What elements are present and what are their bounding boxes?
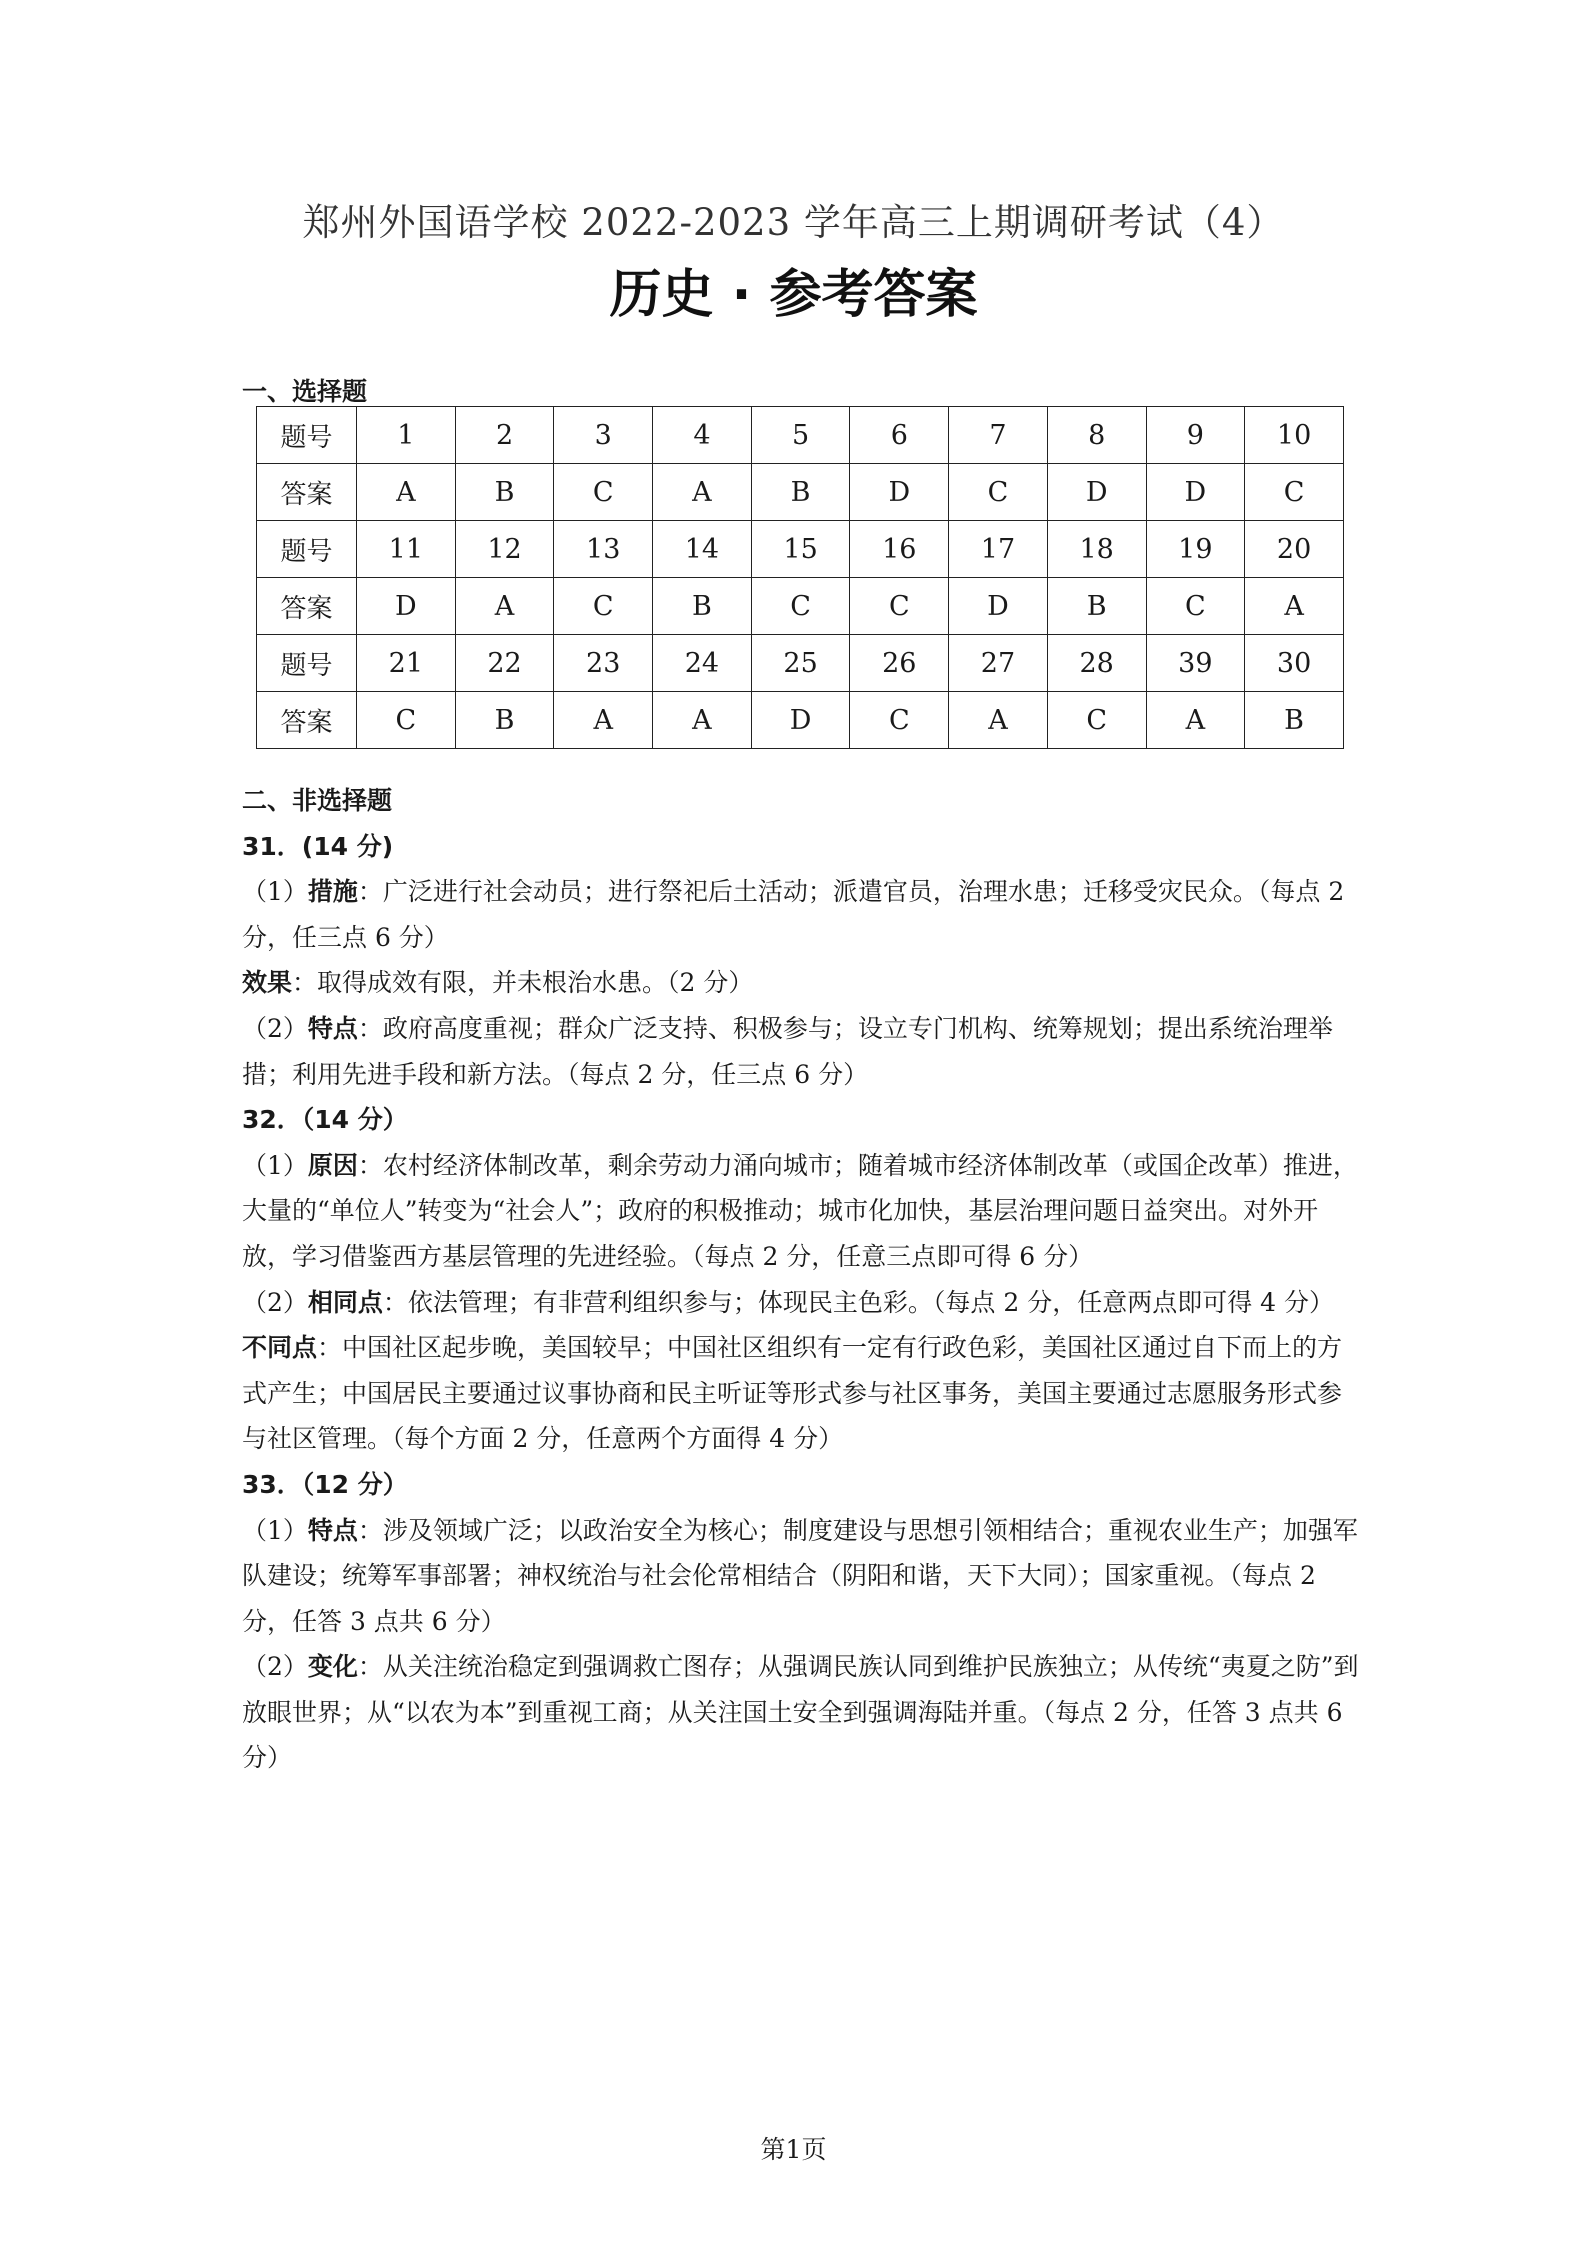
table-cell: 24	[653, 635, 752, 692]
question-32-part1	[242, 1143, 1362, 1280]
answer-key: 不同点	[242, 1333, 318, 1363]
row-label: 答案	[257, 578, 357, 635]
table-cell: A	[1245, 578, 1344, 635]
table-cell: 25	[751, 635, 850, 692]
table-cell: 10	[1245, 407, 1344, 464]
part-number: （2）	[242, 1287, 308, 1317]
table-cell: C	[357, 692, 456, 749]
answer-key: 效果	[242, 968, 293, 998]
answer-key: 特点	[307, 1013, 358, 1043]
table-cell: 2	[455, 407, 554, 464]
part-number: （1）	[242, 877, 308, 907]
section-nonchoice	[242, 778, 1362, 1781]
table-cell: C	[1245, 464, 1344, 521]
answer-key: 原因	[307, 1150, 358, 1180]
table-cell: 11	[357, 521, 456, 578]
table-cell: D	[357, 578, 456, 635]
table-cell: 4	[653, 407, 752, 464]
table-cell: A	[455, 578, 554, 635]
answer-key: 变化	[307, 1652, 358, 1682]
table-cell: 17	[949, 521, 1048, 578]
part-number: （2）	[242, 1013, 308, 1043]
question-33-head: 33．（12 分）	[242, 1469, 408, 1499]
table-cell: B	[455, 692, 554, 749]
question-32-head: 32．（14 分）	[242, 1105, 408, 1135]
answer-text: ：从关注统治稳定到强调救亡图存；从强调民族认同到维护民族独立；从传统“夷夏之防”到放眼世界；从“以农为本”到重视工商；从关注国土安全到强调海陆并重。（每点 2 分，任答 3 点共 6 分）	[242, 1652, 1359, 1773]
table-cell: A	[1146, 692, 1245, 749]
answer-text: ：取得成效有限，并未根治水患。（2 分）	[292, 968, 754, 998]
table-cell: 15	[751, 521, 850, 578]
table-cell: B	[653, 578, 752, 635]
table-cell: 22	[455, 635, 554, 692]
answer-text: ：涉及领域广泛；以政治安全为核心；制度建设与思想引领相结合；重视农业生产；加强军队建设；统筹军事部署；神权统治与社会伦常相结合（阴阳和谐，天下大同）；国家重视。（每点 2 分，任答 3 点共 6 分）	[242, 1515, 1358, 1636]
table-cell: A	[949, 692, 1048, 749]
question-32-part2	[242, 1280, 1362, 1326]
table-cell: A	[653, 464, 752, 521]
table-cell: 12	[455, 521, 554, 578]
table-cell: C	[1146, 578, 1245, 635]
exam-title: 郑州外国语学校 2022-2023 学年高三上期调研考试（4）	[302, 201, 1285, 244]
answer-text: ：农村经济体制改革，剩余劳动力涌向城市；随着城市经济体制改革（或国企改革）推进，大量的“单位人”转变为“社会人”；政府的积极推动；城市化加快，基层治理问题日益突出。对外开放，学习借鉴西方基层管理的先进经验。（每点 2 分，任意三点即可得 6 分）	[242, 1150, 1358, 1271]
table-row	[257, 578, 1344, 635]
part-number: （1）	[242, 1515, 308, 1545]
table-cell: C	[949, 464, 1048, 521]
table-row	[257, 407, 1344, 464]
row-label: 题号	[257, 635, 357, 692]
table-cell: 19	[1146, 521, 1245, 578]
table-cell: C	[554, 578, 653, 635]
table-cell: 26	[850, 635, 949, 692]
table-cell: D	[1146, 464, 1245, 521]
question-31-part1	[242, 869, 1362, 960]
row-label: 题号	[257, 407, 357, 464]
table-cell: C	[1047, 692, 1146, 749]
answer-key: 相同点	[307, 1287, 383, 1317]
answer-text: ：政府高度重视；群众广泛支持、积极参与；设立专门机构、统筹规划；提出系统治理举措；利用先进手段和新方法。（每点 2 分，任三点 6 分）	[242, 1013, 1333, 1089]
question-31-effect	[242, 960, 1362, 1006]
table-cell: B	[455, 464, 554, 521]
table-cell: 18	[1047, 521, 1146, 578]
section-choice-title: 一、选择题	[242, 377, 368, 406]
question-31-head: 31．(14 分)	[242, 831, 394, 861]
table-cell: 20	[1245, 521, 1344, 578]
table-row	[257, 692, 1344, 749]
table-cell: D	[850, 464, 949, 521]
question-32-differences	[242, 1325, 1362, 1462]
answer-text: ：广泛进行社会动员；进行祭祀后土活动；派遣官员，治理水患；迁移受灾民众。（每点 2 分，任三点 6 分）	[242, 877, 1345, 952]
table-cell: 23	[554, 635, 653, 692]
question-31-part2	[242, 1006, 1362, 1097]
table-row	[257, 464, 1344, 521]
part-number: （2）	[242, 1652, 308, 1682]
part-number: （1）	[242, 1150, 308, 1180]
answer-text: ：依法管理；有非营利组织参与；体现民主色彩。（每点 2 分，任意两点即可得 4 分）	[382, 1287, 1335, 1317]
table-cell: D	[1047, 464, 1146, 521]
table-cell: 7	[949, 407, 1048, 464]
table-cell: A	[357, 464, 456, 521]
answer-key: 措施	[307, 877, 358, 907]
answer-table	[256, 406, 1344, 749]
table-cell: 21	[357, 635, 456, 692]
table-cell: C	[751, 578, 850, 635]
table-cell: 28	[1047, 635, 1146, 692]
table-cell: 14	[653, 521, 752, 578]
table-cell: B	[1245, 692, 1344, 749]
question-33-part2	[242, 1644, 1362, 1781]
row-label: 答案	[257, 692, 357, 749]
table-cell: 3	[554, 407, 653, 464]
table-cell: D	[751, 692, 850, 749]
question-33-part1	[242, 1508, 1362, 1645]
table-cell: C	[850, 578, 949, 635]
table-cell: 8	[1047, 407, 1146, 464]
table-cell: 16	[850, 521, 949, 578]
table-cell: C	[554, 464, 653, 521]
table-cell: 39	[1146, 635, 1245, 692]
table-cell: 1	[357, 407, 456, 464]
table-cell: C	[850, 692, 949, 749]
table-cell: A	[653, 692, 752, 749]
table-cell: 27	[949, 635, 1048, 692]
table-cell: A	[554, 692, 653, 749]
page-number: 第1页	[760, 2135, 827, 2164]
table-cell: 5	[751, 407, 850, 464]
table-row	[257, 521, 1344, 578]
table-cell: 13	[554, 521, 653, 578]
answer-text: ：中国社区起步晚，美国较早；中国社区组织有一定有行政色彩，美国社区通过自下而上的方式产生；中国居民主要通过议事协商和民主听证等形式参与社区事务，美国主要通过志愿服务形式参与社区管理。（每个方面 2 分，任意两个方面得 4 分）	[242, 1333, 1343, 1454]
table-cell: 6	[850, 407, 949, 464]
section-nonchoice-title: 二、非选择题	[242, 786, 393, 815]
row-label: 答案	[257, 464, 357, 521]
table-cell: D	[949, 578, 1048, 635]
table-cell: 9	[1146, 407, 1245, 464]
answer-key: 特点	[307, 1515, 358, 1545]
subject-title: 历史 · 参考答案	[609, 265, 978, 325]
row-label: 题号	[257, 521, 357, 578]
table-cell: 30	[1245, 635, 1344, 692]
table-cell: B	[1047, 578, 1146, 635]
table-cell: B	[751, 464, 850, 521]
table-row	[257, 635, 1344, 692]
